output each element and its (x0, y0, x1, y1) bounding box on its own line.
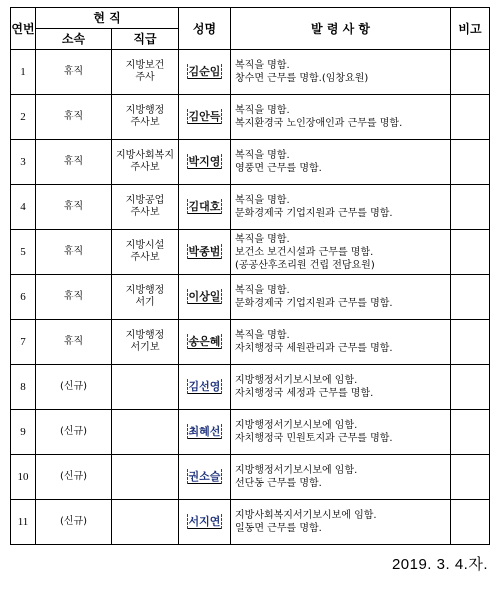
row-details (231, 455, 451, 500)
detail-line: 창수면 근무를 명함.(임창요원) (235, 73, 369, 84)
row-grade: 지방행정 주사보 (112, 95, 179, 140)
row-number: 8 (11, 365, 36, 410)
row-affiliation: 휴직 (36, 275, 112, 320)
row-grade (112, 455, 179, 500)
row-remarks (451, 95, 490, 140)
detail-line: 지방행정서기보시보에 임함. (235, 420, 358, 431)
detail-line: 지방행정서기보시보에 임함. (235, 375, 358, 386)
table-row (11, 140, 490, 185)
row-details (231, 500, 451, 545)
table-row (11, 95, 490, 140)
row-grade: 지방행정 서기 (112, 275, 179, 320)
table-row (11, 185, 490, 230)
detail-line: 영풍면 근무를 명함. (235, 163, 322, 174)
col-header-affiliation: 소속 (36, 29, 112, 50)
row-affiliation: (신규) (36, 500, 112, 545)
row-affiliation: 휴직 (36, 320, 112, 365)
detail-line: 지방행정서기보시보에 임함. (235, 465, 358, 476)
row-name: 송은혜 (188, 335, 221, 348)
table-row (11, 320, 490, 365)
detail-line: 문화경제국 기업지원과 근무를 명함. (235, 208, 393, 219)
table-row (11, 275, 490, 320)
table-row (11, 230, 490, 275)
detail-line: 선단동 근무를 명함. (235, 478, 322, 489)
detail-line: (공공산후조리원 건립 전담요원) (235, 259, 375, 271)
row-details (231, 275, 451, 320)
row-number: 2 (11, 95, 36, 140)
row-name: 권소슬 (188, 470, 221, 483)
row-details (231, 95, 451, 140)
row-name: 김순임 (188, 65, 221, 78)
row-name-cell (179, 95, 231, 140)
row-name: 박종범 (188, 245, 221, 258)
row-grade: 지방공업 주사보 (112, 185, 179, 230)
row-number: 3 (11, 140, 36, 185)
row-grade: 지방사회복지 주사보 (112, 140, 179, 185)
row-details (231, 140, 451, 185)
detail-line: 복직을 명함. (235, 150, 290, 161)
detail-line: 일동면 근무를 명함. (235, 523, 322, 534)
row-grade (112, 410, 179, 455)
row-details (231, 230, 451, 275)
col-header-grade: 직급 (112, 29, 179, 50)
row-grade: 지방시설 주사보 (112, 230, 179, 275)
detail-line: 복직을 명함. (235, 105, 290, 116)
detail-line: 문화경제국 기업지원과 근무를 명함. (235, 298, 393, 309)
detail-line: 복직을 명함. (235, 233, 290, 245)
row-details (231, 365, 451, 410)
row-affiliation: 휴직 (36, 140, 112, 185)
row-grade: 지방보건 주사 (112, 50, 179, 95)
row-remarks (451, 230, 490, 275)
row-number: 11 (11, 500, 36, 545)
row-name-cell (179, 185, 231, 230)
detail-line: 자치행정국 민원토지과 근무를 명함. (235, 433, 393, 444)
detail-line: 복직을 명함. (235, 285, 290, 296)
row-remarks (451, 455, 490, 500)
row-name: 최혜선 (188, 425, 221, 438)
row-affiliation: 휴직 (36, 50, 112, 95)
row-affiliation: 휴직 (36, 185, 112, 230)
row-remarks (451, 140, 490, 185)
detail-line: 복직을 명함. (235, 60, 290, 71)
row-name-cell (179, 230, 231, 275)
detail-line: 자치행정국 세원관리과 근무를 명함. (235, 343, 393, 354)
row-affiliation: (신규) (36, 365, 112, 410)
order-date: 2019. 3. 4.자. (391, 556, 488, 573)
row-number: 1 (11, 50, 36, 95)
row-name-cell (179, 365, 231, 410)
row-grade (112, 500, 179, 545)
row-name-cell (179, 500, 231, 545)
row-number: 6 (11, 275, 36, 320)
row-remarks (451, 410, 490, 455)
row-name: 박지영 (188, 155, 221, 168)
row-grade: 지방행정 서기보 (112, 320, 179, 365)
row-name: 서지연 (188, 515, 221, 528)
personnel-order-table (10, 7, 490, 545)
row-name: 김대호 (188, 200, 221, 213)
detail-line: 보건소 보건시설과 근무를 명함. (235, 246, 374, 258)
table-row (11, 365, 490, 410)
row-number: 10 (11, 455, 36, 500)
row-remarks (451, 50, 490, 95)
row-details (231, 50, 451, 95)
row-name-cell (179, 320, 231, 365)
detail-line: 자치행정국 세정과 근무를 명함. (235, 388, 374, 399)
row-details (231, 320, 451, 365)
row-remarks (451, 320, 490, 365)
row-name-cell (179, 50, 231, 95)
row-remarks (451, 275, 490, 320)
row-affiliation: 휴직 (36, 230, 112, 275)
detail-line: 복직을 명함. (235, 330, 290, 341)
row-grade (112, 365, 179, 410)
row-number: 5 (11, 230, 36, 275)
col-header-order: 연번 (11, 8, 36, 50)
row-details (231, 410, 451, 455)
col-header-current-position: 현 직 (36, 8, 179, 29)
table-row (11, 50, 490, 95)
col-header-name: 성명 (179, 8, 231, 50)
table-row (11, 500, 490, 545)
row-number: 9 (11, 410, 36, 455)
row-name-cell (179, 275, 231, 320)
row-remarks (451, 185, 490, 230)
row-name: 이상일 (188, 290, 221, 303)
row-number: 7 (11, 320, 36, 365)
detail-line: 복지환경국 노인장애인과 근무를 명함. (235, 118, 403, 129)
table-row (11, 410, 490, 455)
col-header-remarks: 비고 (451, 8, 490, 50)
row-remarks (451, 500, 490, 545)
row-name-cell (179, 410, 231, 455)
row-remarks (451, 365, 490, 410)
row-affiliation: (신규) (36, 455, 112, 500)
row-name-cell (179, 455, 231, 500)
row-affiliation: 휴직 (36, 95, 112, 140)
row-name: 김안득 (188, 110, 221, 123)
table-row (11, 455, 490, 500)
row-name-cell (179, 140, 231, 185)
col-header-order-details: 발 령 사 항 (231, 8, 451, 50)
detail-line: 지방사회복지서기보시보에 임함. (235, 510, 377, 521)
row-affiliation: (신규) (36, 410, 112, 455)
row-details (231, 185, 451, 230)
detail-line: 복직을 명함. (235, 195, 290, 206)
row-number: 4 (11, 185, 36, 230)
row-name: 김선영 (188, 380, 221, 393)
